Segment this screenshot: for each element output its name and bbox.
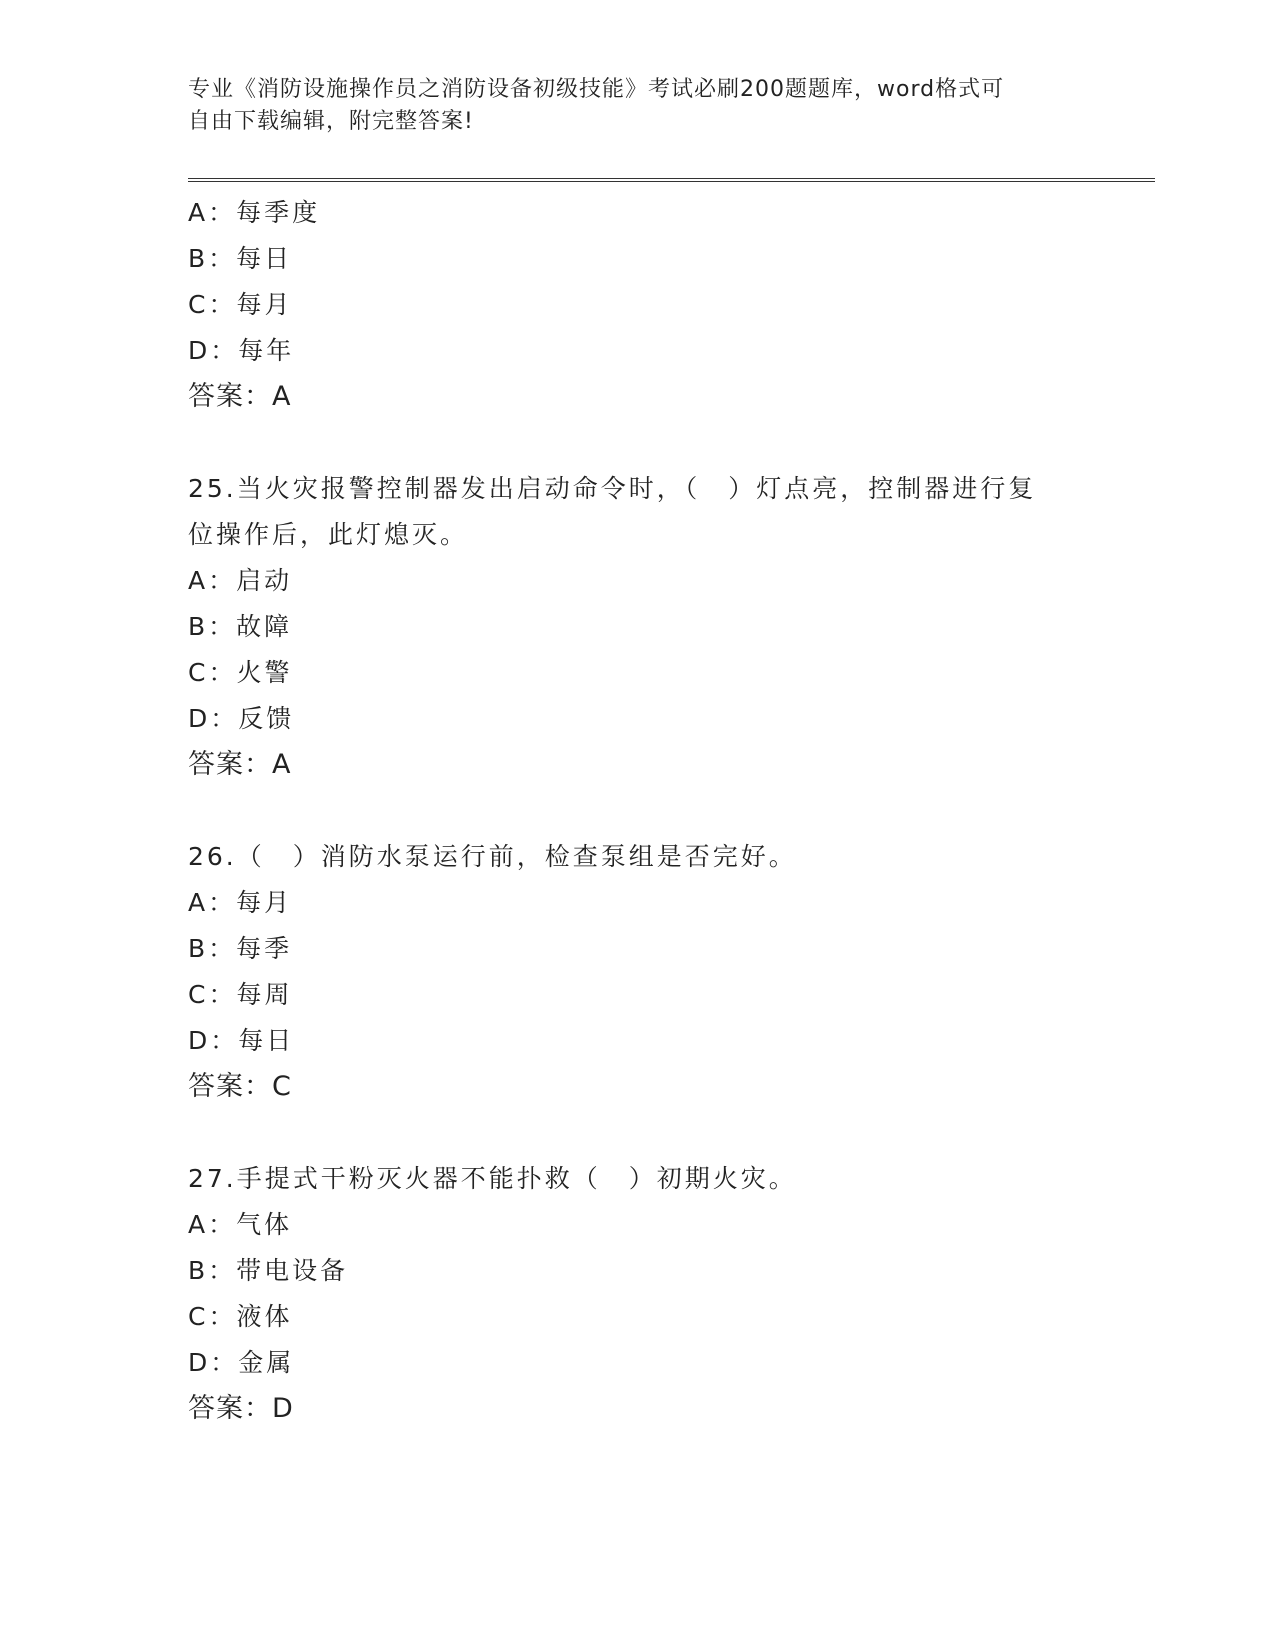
- option-b: B：带电设备: [188, 1256, 349, 1285]
- answer: 答案：A: [188, 381, 292, 412]
- option-a: A：启动: [188, 566, 293, 595]
- spacer: [188, 420, 1088, 466]
- answer: 答案：A: [188, 749, 292, 780]
- header-line-2: 自由下载编辑，附完整答案!: [188, 109, 474, 134]
- answer: 答案：D: [188, 1393, 294, 1424]
- option-a: A：每季度: [188, 198, 321, 227]
- option-b: B：每日: [188, 244, 293, 273]
- option-d: D：每年: [188, 336, 295, 365]
- spacer: [188, 788, 1088, 834]
- document-header: [188, 74, 1068, 138]
- spacer: [188, 1110, 1088, 1156]
- option-b: B：故障: [188, 612, 293, 641]
- question-26: [188, 834, 1088, 1110]
- option-b: B：每季: [188, 934, 293, 963]
- option-a: A：每月: [188, 888, 293, 917]
- option-d: D：反馈: [188, 704, 295, 733]
- question-stem-line-1: 25.当火灾报警控制器发出启动命令时，（ ）灯点亮，控制器进行复: [188, 474, 1037, 503]
- question-25: [188, 466, 1088, 788]
- question-stem-line-1: 27.手提式干粉灭火器不能扑救（ ）初期火灾。: [188, 1164, 797, 1193]
- header-line-1: 专业《消防设施操作员之消防设备初级技能》考试必刷200题题库，word格式可: [188, 77, 1005, 102]
- option-d: D：金属: [188, 1348, 295, 1377]
- answer: 答案：C: [188, 1071, 292, 1102]
- question-stem-line-2: 位操作后，此灯熄灭。: [188, 520, 469, 549]
- option-d: D：每日: [188, 1026, 295, 1055]
- question-24: [188, 190, 1088, 420]
- option-a: A：气体: [188, 1210, 293, 1239]
- question-stem-line-1: 26.（ ）消防水泵运行前，检查泵组是否完好。: [188, 842, 797, 871]
- option-c: C：液体: [188, 1302, 293, 1331]
- question-27: [188, 1156, 1088, 1432]
- header-divider: [188, 178, 1155, 182]
- option-c: C：火警: [188, 658, 293, 687]
- option-c: C：每周: [188, 980, 293, 1009]
- option-c: C：每月: [188, 290, 293, 319]
- question-list: [188, 190, 1088, 1432]
